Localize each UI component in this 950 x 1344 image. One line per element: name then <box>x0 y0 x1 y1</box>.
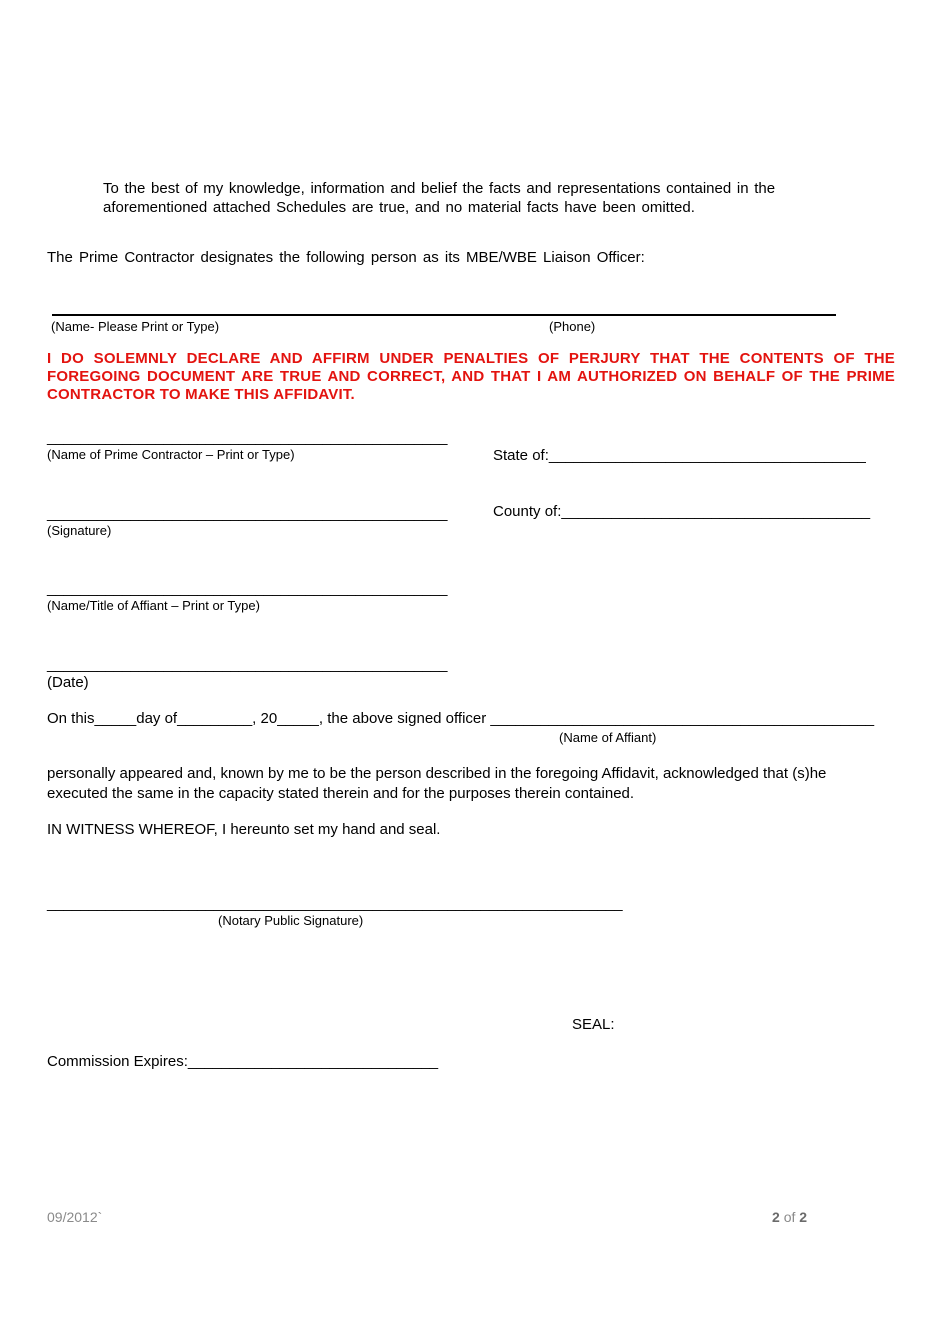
affiant-label: (Name/Title of Affiant – Print or Type) <box>47 598 260 613</box>
perjury-declaration: I DO SOLEMNLY DECLARE AND AFFIRM UNDER PENALTIES OF PERJURY THAT THE CONTENTS OF THE FOREGOING DOCUMENT ARE TRUE AND CORRECT, AND THAT I AM AUTHORIZED ON BEHALF OF THE PRIME CONTRACTOR TO MAKE THIS AFFIDAVIT. <box>47 350 895 403</box>
appeared-line-2: executed the same in the capacity stated therein and for the purposes therein contained. <box>47 785 635 802</box>
seal-label: SEAL: <box>572 1016 615 1033</box>
name-of-affiant-label: (Name of Affiant) <box>559 730 657 745</box>
liaison-signature-line <box>52 314 836 316</box>
liaison-designation: The Prime Contractor designates the following person as its MBE/WBE Liaison Officer: <box>47 249 645 266</box>
appeared-line-1: personally appeared and, known by me to be the person described in the foregoing Affidavit, acknowledged that (s)he <box>47 765 827 782</box>
state-field: State of:______________________________________ <box>493 447 866 464</box>
page-total: 2 <box>799 1209 808 1225</box>
notary-on-this-line: On this_____day of_________, 20_____, the above signed officer ______________________________________________ <box>47 710 875 727</box>
prime-contractor-label: (Name of Prime Contractor – Print or Type) <box>47 447 295 462</box>
page-number <box>772 1209 807 1225</box>
signature-label: (Signature) <box>47 523 112 538</box>
notary-signature-label: (Notary Public Signature) <box>218 913 364 928</box>
prime-contractor-line: ________________________________________________ <box>47 429 448 446</box>
intro-line-1: To the best of my knowledge, information and belief the facts and representations contained in the <box>103 180 776 197</box>
notary-signature-line: _____________________________________________________________________ <box>47 895 623 912</box>
footer-revision-date: 09/2012` <box>47 1209 103 1225</box>
signature-line: ________________________________________________ <box>47 505 448 522</box>
date-label: (Date) <box>47 674 89 691</box>
liaison-phone-label: (Phone) <box>549 319 596 334</box>
commission-expires: Commission Expires:______________________________ <box>47 1053 439 1070</box>
county-field: County of:_____________________________________ <box>493 503 871 520</box>
page-of: of <box>783 1209 796 1225</box>
page-current: 2 <box>772 1209 780 1225</box>
witness-statement: IN WITNESS WHEREOF, I hereunto set my hand and seal. <box>47 821 441 838</box>
intro-line-2: aforementioned attached Schedules are true, and no material facts have been omitted. <box>103 199 695 216</box>
affiant-line: ________________________________________________ <box>47 580 448 597</box>
date-line: ________________________________________________ <box>47 656 448 673</box>
liaison-name-label: (Name- Please Print or Type) <box>51 319 220 334</box>
